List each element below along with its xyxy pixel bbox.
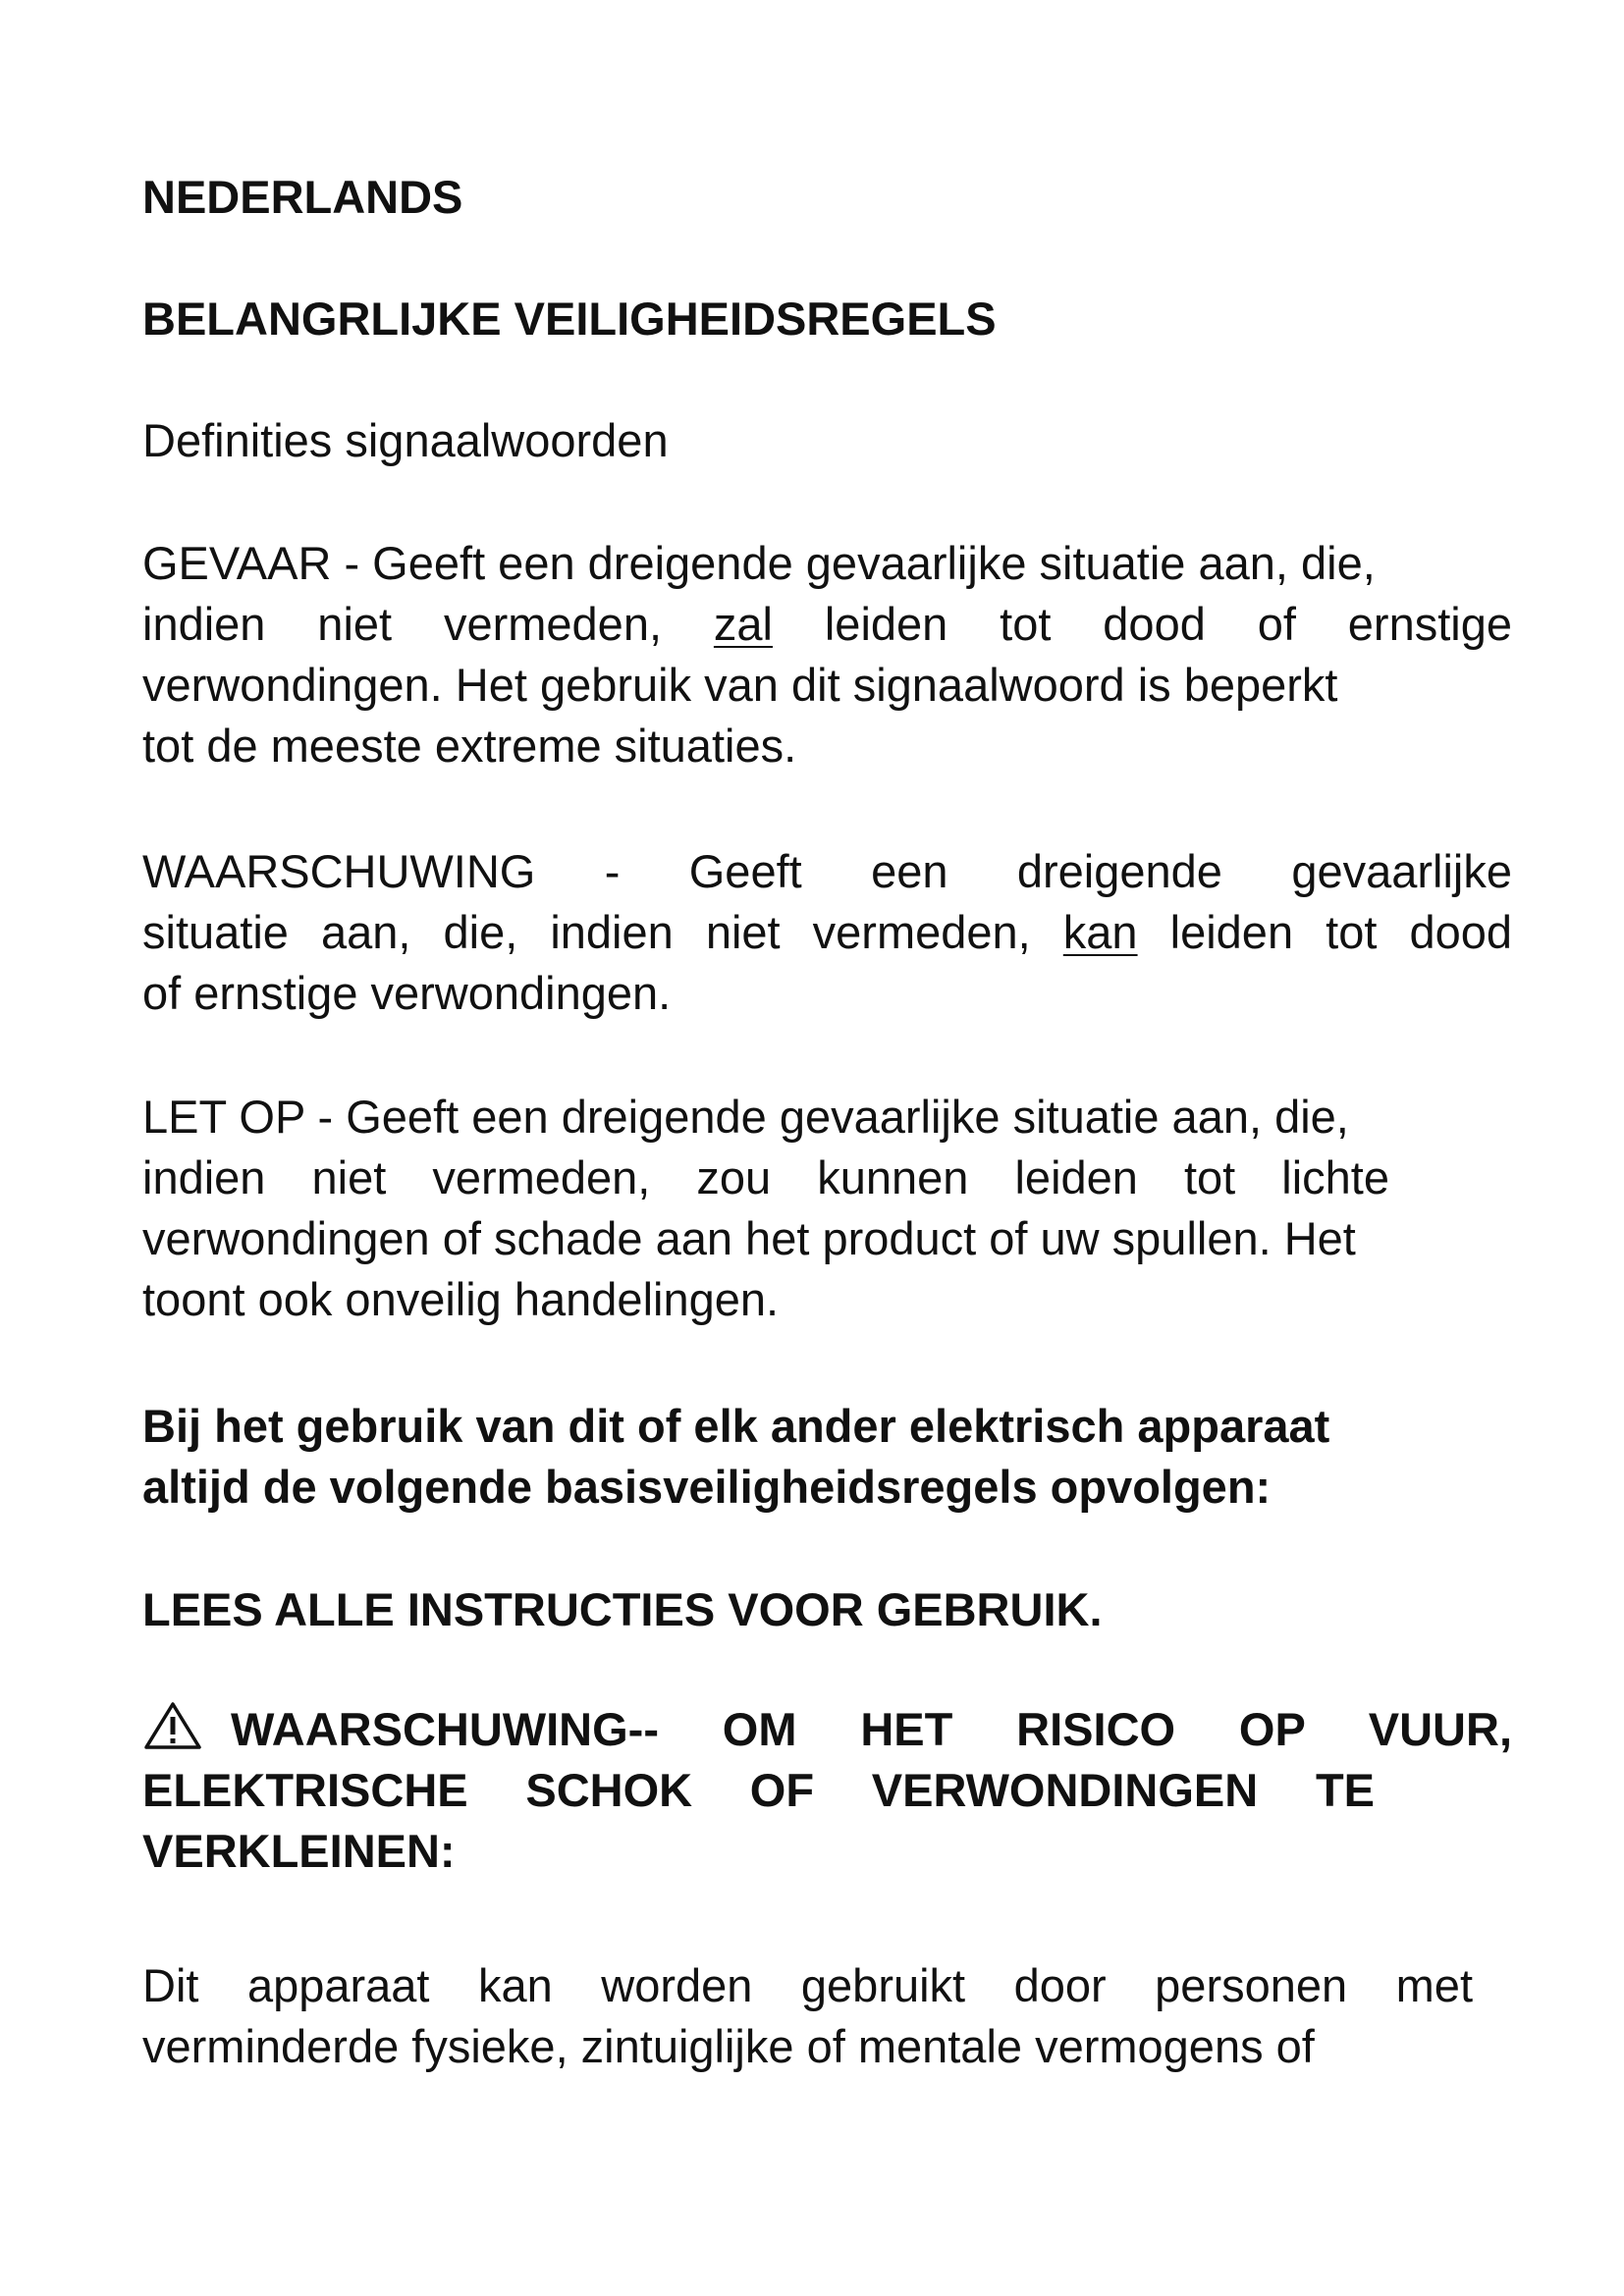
appliance-note-line-1: Dit apparaat kan worden gebruikt door personen met: [142, 1959, 1473, 2011]
warning-triangle-icon: [142, 1700, 203, 1751]
gevaar-line-4: tot de meeste extreme situaties.: [142, 720, 797, 772]
basic-rules-intro: [142, 1396, 1512, 1518]
warning-block: [142, 1699, 1512, 1882]
appliance-note: [142, 1955, 1512, 2077]
appliance-note-line-2: verminderde fysieke, zintuiglijke of mentale vermogens of: [142, 2020, 1315, 2072]
basic-rules-line-1: Bij het gebruik van dit of elk ander elektrisch apparaat: [142, 1400, 1330, 1452]
gevaar-line-3: verwondingen. Het gebruik van dit signaalwoord is beperkt: [142, 659, 1338, 711]
safety-heading: BELANGRLIJKE VEILIGHEIDSREGELS: [142, 293, 997, 345]
waarschuwing-emphasis: kan: [1062, 906, 1138, 958]
waarschuwing-definition: [142, 841, 1512, 1024]
warning-line-3: VERKLEINEN:: [142, 1825, 456, 1877]
waarschuwing-line-3: of ernstige verwondingen.: [142, 967, 672, 1019]
gevaar-emphasis: zal: [713, 598, 773, 650]
waarschuwing-line-2: situatie aan, die, indien niet vermeden, kan leiden tot dood: [142, 906, 1513, 958]
let-op-line-1: LET OP - Geeft een dreigende gevaarlijke situatie aan, die,: [142, 1091, 1349, 1143]
language-heading: NEDERLANDS: [142, 171, 463, 223]
read-instructions-heading: LEES ALLE INSTRUCTIES VOOR GEBRUIK.: [142, 1583, 1103, 1635]
warning-line-2: ELEKTRISCHE SCHOK OF VERWONDINGEN TE: [142, 1764, 1375, 1816]
basic-rules-line-2: altijd de volgende basisveiligheidsregels opvolgen:: [142, 1461, 1272, 1513]
gevaar-line-2: indien niet vermeden, zal leiden tot dood of ernstige: [142, 598, 1512, 650]
gevaar-definition: [142, 533, 1512, 776]
gevaar-line-1: GEVAAR - Geeft een dreigende gevaarlijke situatie aan, die,: [142, 537, 1376, 589]
let-op-definition: [142, 1087, 1512, 1330]
let-op-line-3: verwondingen of schade aan het product of uw spullen. Het: [142, 1212, 1356, 1264]
let-op-line-4: toont ook onveilig handelingen.: [142, 1273, 780, 1325]
waarschuwing-line-1: WAARSCHUWING - Geeft een dreigende gevaarlijke: [142, 845, 1512, 897]
definitions-title: Definities signaalwoorden: [142, 414, 669, 466]
let-op-line-2: indien niet vermeden, zou kunnen leiden tot lichte: [142, 1151, 1389, 1203]
warning-line-1: WAARSCHUWING-- OM HET RISICO OP VUUR,: [142, 1699, 1512, 1760]
